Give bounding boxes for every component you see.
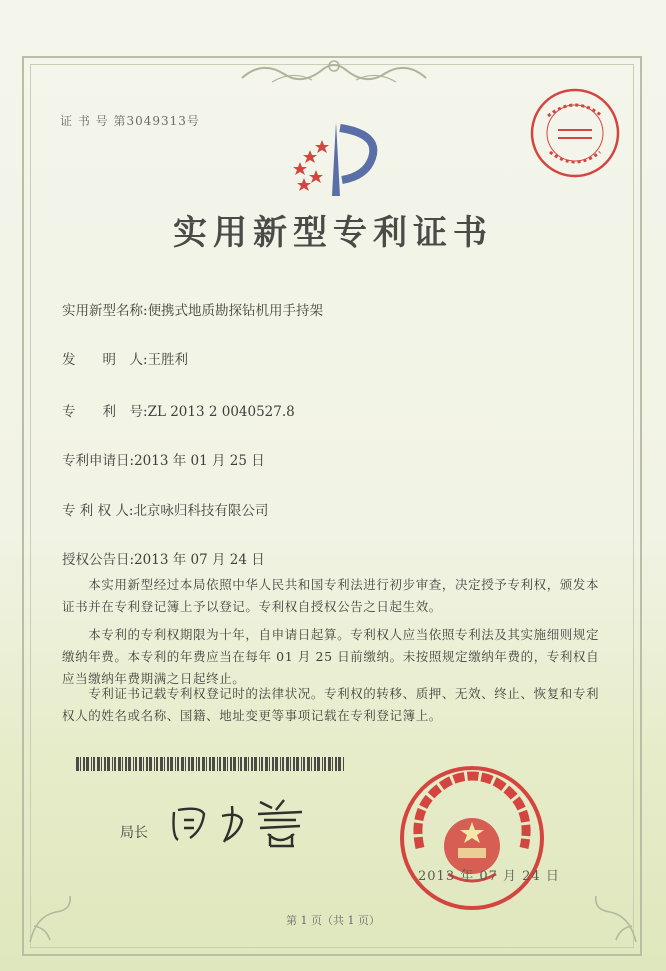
corner-ornament-bottom-left (26, 876, 96, 946)
barcode-bar (198, 757, 200, 771)
barcode-bar (248, 757, 249, 771)
barcode-bar (209, 757, 211, 771)
field-label: 实用新型名称: (62, 303, 148, 319)
barcode-bar (107, 757, 110, 771)
barcode-bar (251, 757, 253, 771)
barcode-bar (146, 757, 148, 771)
barcode-bar (143, 757, 144, 771)
barcode-bar (238, 757, 239, 771)
barcode-bar (332, 757, 333, 771)
barcode-bar (160, 757, 163, 771)
field-utility-model-name (62, 299, 323, 319)
field-value: 便携式地质勘探钻机用手持架 (147, 303, 324, 319)
barcode-bar (240, 757, 242, 771)
barcode-bar (101, 757, 102, 771)
barcode-bar (196, 757, 197, 771)
barcode-bar (290, 757, 291, 771)
seal-date: 2013 年 07 月 24 日 (418, 869, 560, 884)
barcode-bar (343, 757, 344, 771)
paragraph-legal-status: 专利证书记载专利权登记时的法律状况。专利权的转移、质押、无效、终止、恢复和专利权人的姓名或名称、国籍、地址变更等事项记载在专利登记簿上。 (62, 686, 600, 723)
field-value: 2013 年 01 月 25 日 (134, 453, 265, 469)
barcode-bar (133, 757, 134, 771)
barcode-bar (338, 757, 341, 771)
director-signature (160, 790, 330, 850)
field-value: 王胜利 (147, 352, 189, 368)
barcode-bar (164, 757, 165, 771)
barcode-bar (311, 757, 312, 771)
barcode-bar (156, 757, 158, 771)
barcode-bar (181, 757, 184, 771)
barcode-bar (97, 757, 100, 771)
barcode-bar (269, 757, 270, 771)
barcode-bar (118, 757, 121, 771)
national-ip-office-seal (398, 764, 546, 912)
barcode-bar (122, 757, 123, 771)
certificate-number: 证 书 号 第3049313号 (60, 114, 200, 128)
barcode-bar (167, 757, 169, 771)
barcode-bar (175, 757, 176, 771)
barcode-bar (185, 757, 186, 771)
barcode-bar (314, 757, 316, 771)
field-application-date (62, 449, 265, 469)
barcode-bar (177, 757, 179, 771)
barcode-bar (83, 757, 85, 771)
barcode-bar (261, 757, 263, 771)
barcode-bar (114, 757, 116, 771)
barcode-bar (328, 757, 331, 771)
field-grant-date (62, 548, 265, 568)
barcode-bar (307, 757, 310, 771)
field-label: 专 利 权 人: (62, 503, 134, 519)
barcode (76, 757, 346, 771)
barcode-bar (244, 757, 247, 771)
field-label: 授权公告日: (62, 552, 135, 568)
field-inventor (62, 348, 188, 368)
top-ornament (232, 56, 436, 86)
barcode-bar (149, 757, 152, 771)
barcode-bar (219, 757, 221, 771)
barcode-bar (259, 757, 260, 771)
page-number: 第 1 页（共 1 页） (286, 914, 380, 927)
barcode-bar (76, 757, 79, 771)
barcode-bar (202, 757, 205, 771)
field-value: 北京咏归科技有限公司 (133, 503, 269, 519)
certificate-title: 实用新型专利证书 (173, 213, 493, 253)
barcode-bar (324, 757, 326, 771)
barcode-bar (93, 757, 95, 771)
barcode-bar (286, 757, 289, 771)
barcode-bar (233, 757, 236, 771)
barcode-bar (272, 757, 274, 771)
barcode-bar (282, 757, 284, 771)
agent-stamp (528, 86, 622, 180)
barcode-bar (91, 757, 92, 771)
field-label: 专 利 号: (62, 404, 148, 420)
barcode-bar (227, 757, 228, 771)
barcode-bar (265, 757, 268, 771)
barcode-bar (206, 757, 207, 771)
barcode-bar (275, 757, 278, 771)
field-patent-number (62, 400, 295, 420)
barcode-bar (104, 757, 106, 771)
barcode-bar (170, 757, 173, 771)
paragraph-grant-decision: 本实用新型经过本局依照中华人民共和国专利法进行初步审查，决定授予专利权，颁发本证书并在专利登记簿上予以登记。专利权自授权公告之日起生效。 (62, 577, 600, 614)
barcode-bar (191, 757, 194, 771)
barcode-bar (139, 757, 142, 771)
barcode-bar (188, 757, 190, 771)
barcode-bar (135, 757, 137, 771)
field-label: 专利申请日: (62, 453, 135, 469)
corner-ornament-bottom-right (570, 876, 640, 946)
barcode-bar (280, 757, 281, 771)
paragraph-term-and-fees: 本专利的专利权期限为十年，自申请日起算。专利权人应当依照专利法及其实施细则规定缴纳年费。本专利的年费应当在每年 01 月 25 日前缴纳。未按照规定缴纳年费的，专利权自应当缴纳年费期满之日起终止。 (62, 627, 600, 686)
barcode-bar (80, 757, 81, 771)
barcode-bar (112, 757, 113, 771)
barcode-bar (128, 757, 131, 771)
barcode-bar (154, 757, 155, 771)
barcode-bar (230, 757, 232, 771)
barcode-bar (296, 757, 299, 771)
barcode-bar (322, 757, 323, 771)
patent-office-logo (280, 118, 388, 198)
barcode-bar (303, 757, 305, 771)
barcode-bar (335, 757, 337, 771)
barcode-bar (217, 757, 218, 771)
barcode-bar (125, 757, 127, 771)
barcode-bar (301, 757, 302, 771)
director-label: 局长 (120, 825, 148, 841)
barcode-bar (223, 757, 226, 771)
field-value: ZL 2013 2 0040527.8 (147, 404, 295, 420)
barcode-bar (254, 757, 257, 771)
field-patentee (62, 499, 268, 519)
field-value: 2013 年 07 月 24 日 (134, 552, 265, 568)
barcode-bar (317, 757, 320, 771)
barcode-bar (86, 757, 89, 771)
barcode-bar (293, 757, 295, 771)
field-label: 发 明 人: (62, 352, 148, 368)
barcode-bar (212, 757, 215, 771)
